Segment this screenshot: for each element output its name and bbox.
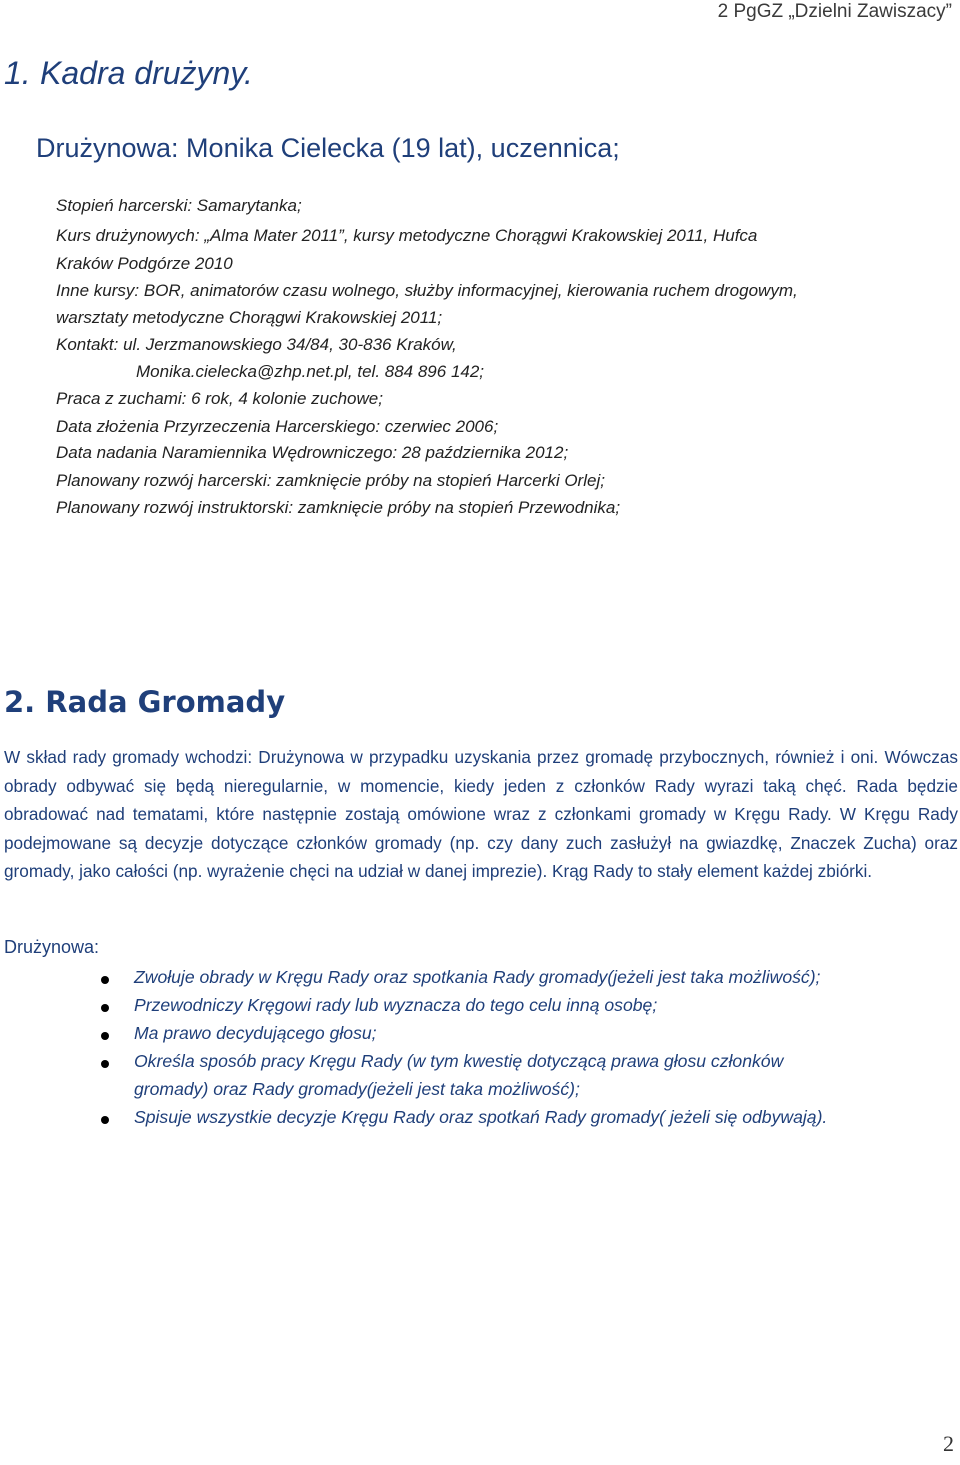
list-item: Zwołuje obrady w Kręgu Rady oraz spotkania Rady gromady(jeżeli jest taka możliwość); bbox=[134, 967, 821, 987]
info-line: Kurs drużynowych: „Alma Mater 2011”, kursy metodyczne Chorągwi Krakowskiej 2011, Hufca bbox=[56, 226, 758, 245]
list-item: Przewodniczy Kręgowi rady lub wyznacza do tego celu inną osobę; bbox=[134, 995, 658, 1015]
page-number: 2 bbox=[943, 1431, 954, 1456]
info-line: Data nadania Naramiennika Wędrowniczego: 28 października 2012; bbox=[56, 443, 569, 462]
section-1-title: Kadra drużyny. bbox=[40, 55, 253, 91]
bullet-icon bbox=[101, 1060, 109, 1068]
info-line: Praca z zuchami: 6 rok, 4 kolonie zuchowe; bbox=[56, 389, 383, 408]
info-line: Stopień harcerski: Samarytanka; bbox=[56, 196, 302, 215]
list-item: Spisuje wszystkie decyzje Kręgu Rady oraz spotkań Rady gromady( jeżeli się odbywają). bbox=[134, 1107, 828, 1127]
info-line: Inne kursy: BOR, animatorów czasu wolnego, służby informacyjnej, kierowania ruchem drogowym, bbox=[56, 281, 798, 300]
section-1-number: 1. bbox=[4, 55, 31, 91]
info-line: Planowany rozwój harcerski: zamknięcie próby na stopień Harcerki Orlej; bbox=[56, 471, 605, 490]
list-item: Określa sposób pracy Kręgu Rady (w tym kwestię dotyczącą prawa głosu członków bbox=[134, 1051, 784, 1071]
page-header: 2 PgGZ „Dzielni Zawiszacy” bbox=[717, 1, 952, 22]
bullet-icon bbox=[101, 1004, 109, 1012]
section-1-heading bbox=[4, 55, 253, 92]
bullet-icon bbox=[101, 1032, 109, 1040]
list-item: Ma prawo decydującego głosu; bbox=[134, 1023, 377, 1043]
section-2-heading: 2. Rada Gromady bbox=[4, 685, 286, 719]
bullet-icon bbox=[101, 976, 109, 984]
contact-email-line: Monika.cielecka@zhp.net.pl, tel. 884 896 142; bbox=[136, 362, 485, 381]
section-2-paragraph: W skład rady gromady wchodzi: Drużynowa w przypadku uzyskania przez gromadę przybocznych, również i oni. Wówczas obrady odbywać się będą nieregularnie, w momencie, kiedy jeden z członków Rady wyrazi taką chęć. Rada będzie obradować nad tematami, które następnie zostają omówione wraz z członkami gromady w Kręgu Rady. W Kręgu Rady podejmowane są decyzje dotyczące członków gromady (np. czy dany zuch zasłużył na gwiazdkę, Znaczek Zucha) oraz gromady, jako całości (np. wyrażenie chęci na udział w danej imprezie). Krąg Rady to stały element każdej zbiórki. bbox=[4, 747, 958, 881]
info-line: Planowany rozwój instruktorski: zamknięcie próby na stopień Przewodnika; bbox=[56, 498, 621, 517]
contact-line: Kontakt: ul. Jerzmanowskiego 34/84, 30-836 Kraków, bbox=[56, 335, 457, 354]
info-line: Data złożenia Przyrzeczenia Harcerskiego: czerwiec 2006; bbox=[56, 417, 499, 436]
bullet-icon bbox=[101, 1116, 109, 1124]
info-line: Kraków Podgórze 2010 bbox=[56, 254, 233, 273]
list-item-continuation: gromady) oraz Rady gromady(jeżeli jest taka możliwość); bbox=[134, 1079, 580, 1099]
leader-line: Drużynowa: Monika Cielecka (19 lat), uczennica; bbox=[36, 133, 620, 163]
druzynowa-label: Drużynowa: bbox=[4, 937, 100, 957]
info-line: warsztaty metodyczne Chorągwi Krakowskiej 2011; bbox=[56, 308, 443, 327]
